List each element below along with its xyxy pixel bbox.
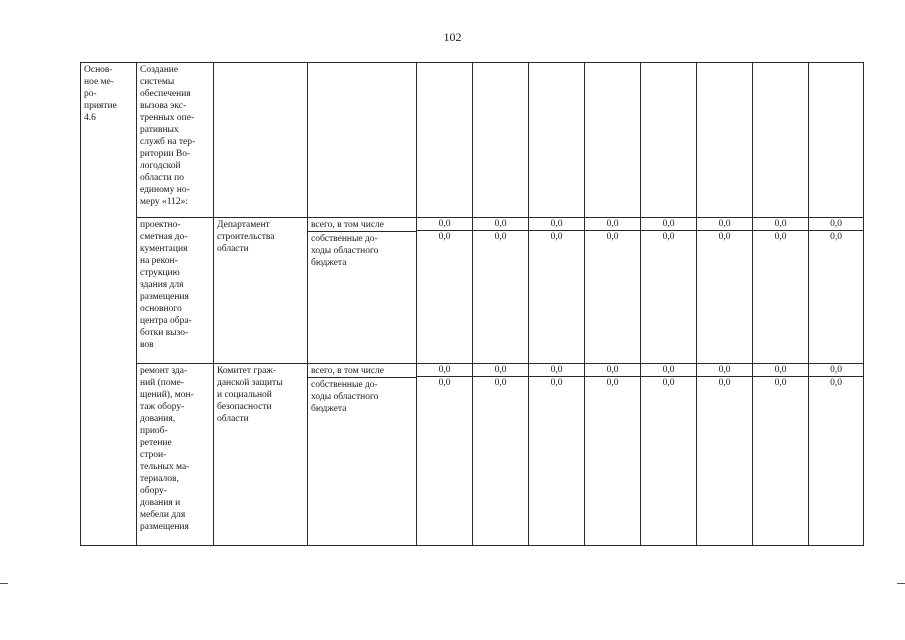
own-value: 0,0 [774, 377, 787, 388]
total-value: 0,0 [417, 364, 472, 377]
value-cell [753, 218, 809, 363]
total-value: 0,0 [809, 218, 863, 231]
value-cell [473, 363, 529, 545]
total-value: 0,0 [697, 364, 752, 377]
empty-cell [214, 63, 308, 218]
value-cell [585, 218, 641, 363]
funding-own-label: собственные до- ходы областного бюджета [311, 234, 379, 269]
total-value: 0,0 [641, 218, 696, 231]
subitem-name-cell: проектно- сметная до- кументация на рекон- струкцию здания для размещения основного центра обра- ботки вызо- вов [137, 218, 214, 363]
total-value: 0,0 [473, 364, 528, 377]
value-cell [641, 218, 697, 363]
total-value: 0,0 [529, 218, 584, 231]
funding-own-label: собственные до- ходы областного бюджета [311, 379, 379, 414]
value-cell [809, 218, 864, 363]
own-value: 0,0 [550, 377, 563, 388]
empty-cell [308, 63, 417, 218]
own-value: 0,0 [606, 232, 619, 243]
value-cell [529, 218, 585, 363]
total-value: 0,0 [753, 364, 808, 377]
table-row-subitem [81, 363, 864, 545]
total-value: 0,0 [529, 364, 584, 377]
funding-source-cell [308, 218, 417, 363]
subitem-name-cell: ремонт зда- ний (поме- щений), мон- таж обору- дования, приоб- ретение строи- тельных ма- териалов, обору- дования и мебели для размещения [137, 363, 214, 545]
own-value: 0,0 [830, 232, 842, 243]
own-value: 0,0 [494, 377, 507, 388]
value-cell [473, 218, 529, 363]
value-cell [417, 218, 473, 363]
funding-source-cell [308, 363, 417, 545]
own-value: 0,0 [662, 377, 675, 388]
empty-cell [753, 63, 809, 218]
value-cell [753, 363, 809, 545]
value-cell [417, 363, 473, 545]
own-value: 0,0 [718, 232, 731, 243]
empty-cell [417, 63, 473, 218]
total-value: 0,0 [697, 218, 752, 231]
own-value: 0,0 [438, 232, 451, 243]
event-name-cell: Создание системы обеспечения вызова экс- тренных опе- ративных служб на тер- ритории Во- логодской области по единому но- меру «112»: [137, 63, 214, 218]
value-cell [641, 363, 697, 545]
page-number: 102 [443, 30, 462, 44]
value-cell [585, 363, 641, 545]
total-value: 0,0 [473, 218, 528, 231]
total-value: 0,0 [753, 218, 808, 231]
funding-total-label: всего, в том числе [308, 219, 416, 232]
empty-cell [585, 63, 641, 218]
value-cell [529, 363, 585, 545]
value-cell [697, 218, 753, 363]
table-row-subitem [81, 218, 864, 363]
total-value: 0,0 [585, 364, 640, 377]
own-value: 0,0 [830, 377, 842, 388]
empty-cell [473, 63, 529, 218]
total-value: 0,0 [585, 218, 640, 231]
own-value: 0,0 [662, 232, 675, 243]
total-value: 0,0 [809, 364, 863, 377]
executor-cell: Комитет граж- данской защиты и социальной безопасности области [214, 363, 308, 545]
own-value: 0,0 [550, 232, 563, 243]
total-value: 0,0 [641, 364, 696, 377]
value-cell [697, 363, 753, 545]
event-type-cell: Основ- ное ме- ро- приятие 4.6 [81, 63, 137, 546]
own-value: 0,0 [438, 377, 451, 388]
empty-cell [641, 63, 697, 218]
total-value: 0,0 [417, 218, 472, 231]
funding-total-label: всего, в том числе [308, 365, 416, 378]
own-value: 0,0 [494, 232, 507, 243]
empty-cell [529, 63, 585, 218]
own-value: 0,0 [774, 232, 787, 243]
value-cell [809, 363, 864, 545]
own-value: 0,0 [606, 377, 619, 388]
own-value: 0,0 [718, 377, 731, 388]
table-row-main-event [81, 63, 864, 218]
empty-cell [697, 63, 753, 218]
scan-edge-mark-right [897, 583, 905, 584]
program-table [80, 62, 864, 546]
empty-cell [809, 63, 864, 218]
executor-cell: Департамент строительства области [214, 218, 308, 363]
scan-edge-mark-left [0, 583, 8, 584]
